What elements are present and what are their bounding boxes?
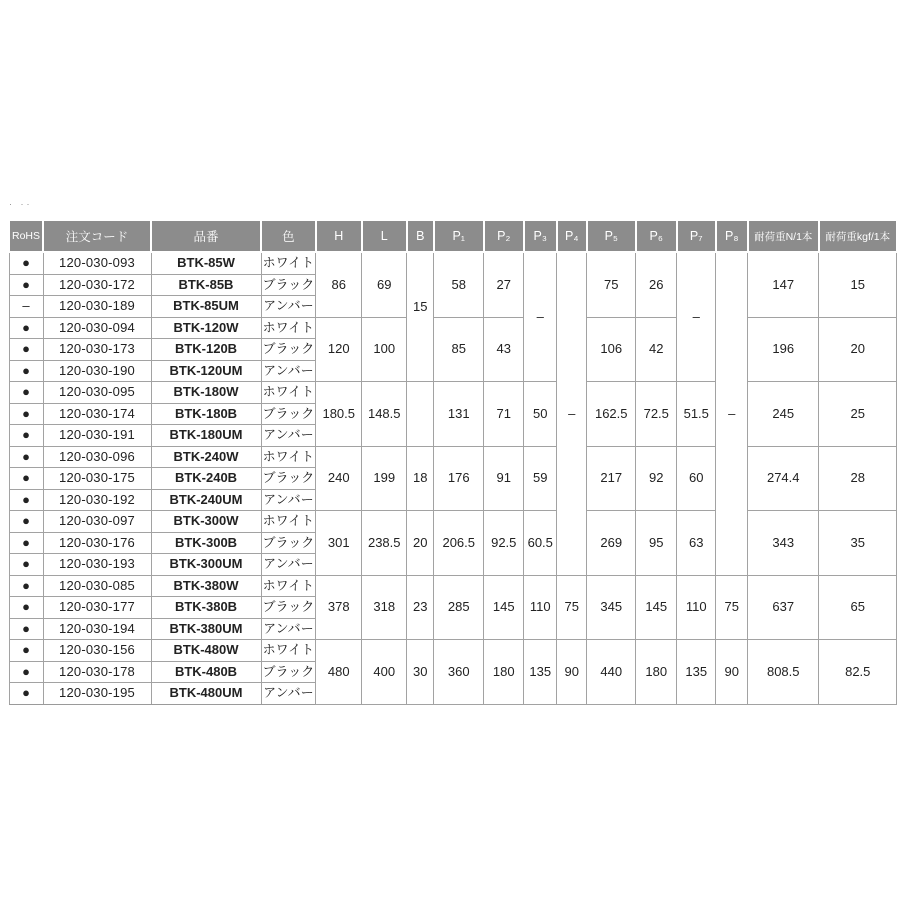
dim-b-cell <box>407 382 434 447</box>
color-cell: ブラック <box>261 532 316 554</box>
rohs-cell: – <box>9 296 43 318</box>
load-n-cell: 274.4 <box>748 446 819 511</box>
order-code-cell: 120-030-175 <box>43 468 151 490</box>
dim-p3-merged-cell: – <box>524 252 557 382</box>
part-number-link[interactable]: BTK-85B <box>151 274 261 296</box>
col-header-load-n: 耐荷重N/1本 <box>748 220 819 252</box>
dim-p6-cell: 180 <box>636 640 677 705</box>
col-header-part-no: 品番 <box>151 220 261 252</box>
rohs-cell: ● <box>9 446 43 468</box>
order-code-cell: 120-030-156 <box>43 640 151 662</box>
dim-p6-cell: 92 <box>636 446 677 511</box>
dim-p1-cell: 285 <box>434 575 484 640</box>
color-cell: ホワイト <box>261 382 316 404</box>
rohs-cell: ● <box>9 382 43 404</box>
dim-h-cell: 378 <box>316 575 362 640</box>
dim-p7-cell: 51.5 <box>677 382 716 447</box>
dim-p7-merged-cell: – <box>677 252 716 382</box>
order-code-cell: 120-030-176 <box>43 532 151 554</box>
dim-p8-cell: 75 <box>716 575 748 640</box>
order-code-cell: 120-030-192 <box>43 489 151 511</box>
part-number-link[interactable]: BTK-180B <box>151 403 261 425</box>
dim-p4-cell: 75 <box>557 575 587 640</box>
order-code-cell: 120-030-172 <box>43 274 151 296</box>
rohs-cell: ● <box>9 532 43 554</box>
col-header-l: L <box>362 220 407 252</box>
order-code-cell: 120-030-094 <box>43 317 151 339</box>
dim-p5-cell: 440 <box>587 640 636 705</box>
load-n-cell: 147 <box>748 252 819 317</box>
color-cell: ホワイト <box>261 252 316 274</box>
table-row <box>9 252 897 274</box>
dim-p7-cell: 110 <box>677 575 716 640</box>
table-row <box>9 640 897 662</box>
color-cell: ホワイト <box>261 446 316 468</box>
rohs-cell: ● <box>9 468 43 490</box>
load-n-cell: 343 <box>748 511 819 576</box>
dim-p1-cell: 176 <box>434 446 484 511</box>
color-cell: ブラック <box>261 274 316 296</box>
color-cell: アンバー <box>261 296 316 318</box>
col-header-p8: P₈ <box>716 220 748 252</box>
col-header-p2: P₂ <box>484 220 524 252</box>
dim-p3-cell: 135 <box>524 640 557 705</box>
dim-b-merged-cell: 15 <box>407 252 434 382</box>
rohs-cell: ● <box>9 403 43 425</box>
color-cell: ブラック <box>261 468 316 490</box>
col-header-order-code: 注文コード <box>43 220 151 252</box>
dim-p2-cell: 71 <box>484 382 524 447</box>
color-cell: アンバー <box>261 554 316 576</box>
col-header-color: 色 <box>261 220 316 252</box>
table-row <box>9 575 897 597</box>
rohs-cell: ● <box>9 274 43 296</box>
dim-b-cell: 18 <box>407 446 434 511</box>
corner-marks: · ·· <box>9 199 33 209</box>
dim-p8-cell: 90 <box>716 640 748 705</box>
order-code-cell: 120-030-177 <box>43 597 151 619</box>
dim-h-cell: 240 <box>316 446 362 511</box>
col-header-p3: P₃ <box>524 220 557 252</box>
rohs-cell: ● <box>9 683 43 705</box>
dim-p2-cell: 92.5 <box>484 511 524 576</box>
part-number-link[interactable]: BTK-240UM <box>151 489 261 511</box>
col-header-p6: P₆ <box>636 220 677 252</box>
dim-p3-cell: 59 <box>524 446 557 511</box>
dim-h-cell: 301 <box>316 511 362 576</box>
load-n-cell: 196 <box>748 317 819 382</box>
load-kgf-cell: 28 <box>819 446 897 511</box>
dim-p6-cell: 95 <box>636 511 677 576</box>
load-kgf-cell: 35 <box>819 511 897 576</box>
color-cell: ブラック <box>261 661 316 683</box>
part-number-link[interactable]: BTK-300UM <box>151 554 261 576</box>
dim-p3-cell: 50 <box>524 382 557 447</box>
order-code-cell: 120-030-195 <box>43 683 151 705</box>
color-cell: ホワイト <box>261 575 316 597</box>
rohs-cell: ● <box>9 425 43 447</box>
color-cell: ホワイト <box>261 511 316 533</box>
dim-p1-cell: 58 <box>434 252 484 317</box>
dim-b-cell: 23 <box>407 575 434 640</box>
dim-p5-cell: 345 <box>587 575 636 640</box>
col-header-p4: P₄ <box>557 220 587 252</box>
part-number-link[interactable]: BTK-180UM <box>151 425 261 447</box>
order-code-cell: 120-030-173 <box>43 339 151 361</box>
col-header-b: B <box>407 220 434 252</box>
color-cell: ブラック <box>261 597 316 619</box>
part-number-link[interactable]: BTK-480UM <box>151 683 261 705</box>
color-cell: アンバー <box>261 618 316 640</box>
dim-p1-cell: 131 <box>434 382 484 447</box>
load-n-cell: 245 <box>748 382 819 447</box>
dim-p7-cell: 135 <box>677 640 716 705</box>
dim-l-cell: 199 <box>362 446 407 511</box>
dim-p2-cell: 180 <box>484 640 524 705</box>
dim-p6-cell: 145 <box>636 575 677 640</box>
color-cell: アンバー <box>261 360 316 382</box>
dim-p7-cell: 60 <box>677 446 716 511</box>
part-number-link[interactable]: BTK-180W <box>151 382 261 404</box>
col-header-h: H <box>316 220 362 252</box>
rohs-cell: ● <box>9 640 43 662</box>
rohs-cell: ● <box>9 597 43 619</box>
color-cell: ホワイト <box>261 640 316 662</box>
dim-l-cell: 100 <box>362 317 407 382</box>
table-row <box>9 382 897 404</box>
dim-p5-cell: 269 <box>587 511 636 576</box>
dim-p1-cell: 360 <box>434 640 484 705</box>
dim-b-cell: 20 <box>407 511 434 576</box>
order-code-cell: 120-030-085 <box>43 575 151 597</box>
dim-p6-cell: 72.5 <box>636 382 677 447</box>
table-row <box>9 446 897 468</box>
rohs-cell: ● <box>9 618 43 640</box>
dim-p3-cell: 60.5 <box>524 511 557 576</box>
dim-l-cell: 318 <box>362 575 407 640</box>
dim-p5-cell: 106 <box>587 317 636 382</box>
dim-h-cell: 180.5 <box>316 382 362 447</box>
dim-p2-cell: 145 <box>484 575 524 640</box>
load-n-cell: 808.5 <box>748 640 819 705</box>
load-kgf-cell: 82.5 <box>819 640 897 705</box>
part-number-link[interactable]: BTK-380B <box>151 597 261 619</box>
dim-p6-cell: 26 <box>636 252 677 317</box>
part-number-link[interactable]: BTK-85W <box>151 252 261 274</box>
dim-p1-cell: 85 <box>434 317 484 382</box>
dim-p8-merged-cell: – <box>716 252 748 575</box>
dim-h-cell: 120 <box>316 317 362 382</box>
rohs-cell: ● <box>9 360 43 382</box>
part-number-link[interactable]: BTK-240W <box>151 446 261 468</box>
rohs-cell: ● <box>9 252 43 274</box>
part-number-link[interactable]: BTK-300B <box>151 532 261 554</box>
part-number-link[interactable]: BTK-480W <box>151 640 261 662</box>
rohs-cell: ● <box>9 661 43 683</box>
dim-b-cell: 30 <box>407 640 434 705</box>
dim-l-cell: 69 <box>362 252 407 317</box>
color-cell: アンバー <box>261 489 316 511</box>
dim-p2-cell: 91 <box>484 446 524 511</box>
rohs-cell: ● <box>9 489 43 511</box>
order-code-cell: 120-030-097 <box>43 511 151 533</box>
col-header-p7: P₇ <box>677 220 716 252</box>
spec-table <box>8 219 898 705</box>
dim-p4-cell: 90 <box>557 640 587 705</box>
dim-h-cell: 86 <box>316 252 362 317</box>
load-kgf-cell: 20 <box>819 317 897 382</box>
dim-h-cell: 480 <box>316 640 362 705</box>
dim-p5-cell: 217 <box>587 446 636 511</box>
part-number-link[interactable]: BTK-120W <box>151 317 261 339</box>
dim-p1-cell: 206.5 <box>434 511 484 576</box>
col-header-rohs: RoHS <box>9 220 43 252</box>
col-header-p1: P₁ <box>434 220 484 252</box>
order-code-cell: 120-030-174 <box>43 403 151 425</box>
load-kgf-cell: 25 <box>819 382 897 447</box>
part-number-link[interactable]: BTK-380UM <box>151 618 261 640</box>
rohs-cell: ● <box>9 575 43 597</box>
color-cell: アンバー <box>261 683 316 705</box>
dim-p3-cell: 110 <box>524 575 557 640</box>
dim-p5-cell: 162.5 <box>587 382 636 447</box>
part-number-link[interactable]: BTK-380W <box>151 575 261 597</box>
rohs-cell: ● <box>9 339 43 361</box>
part-number-link[interactable]: BTK-85UM <box>151 296 261 318</box>
table-row <box>9 317 897 339</box>
color-cell: アンバー <box>261 425 316 447</box>
color-cell: ブラック <box>261 339 316 361</box>
order-code-cell: 120-030-191 <box>43 425 151 447</box>
color-cell: ブラック <box>261 403 316 425</box>
part-number-link[interactable]: BTK-120UM <box>151 360 261 382</box>
dim-l-cell: 400 <box>362 640 407 705</box>
order-code-cell: 120-030-194 <box>43 618 151 640</box>
rohs-cell: ● <box>9 554 43 576</box>
order-code-cell: 120-030-178 <box>43 661 151 683</box>
part-number-link[interactable]: BTK-480B <box>151 661 261 683</box>
col-header-p5: P₅ <box>587 220 636 252</box>
dim-l-cell: 148.5 <box>362 382 407 447</box>
dim-p5-cell: 75 <box>587 252 636 317</box>
part-number-link[interactable]: BTK-300W <box>151 511 261 533</box>
order-code-cell: 120-030-193 <box>43 554 151 576</box>
load-kgf-cell: 65 <box>819 575 897 640</box>
order-code-cell: 120-030-093 <box>43 252 151 274</box>
rohs-cell: ● <box>9 317 43 339</box>
order-code-cell: 120-030-095 <box>43 382 151 404</box>
color-cell: ホワイト <box>261 317 316 339</box>
dim-l-cell: 238.5 <box>362 511 407 576</box>
dim-p2-cell: 43 <box>484 317 524 382</box>
dim-p2-cell: 27 <box>484 252 524 317</box>
dim-p6-cell: 42 <box>636 317 677 382</box>
dim-p7-cell: 63 <box>677 511 716 576</box>
col-header-load-kgf: 耐荷重kgf/1本 <box>819 220 897 252</box>
table-row <box>9 511 897 533</box>
order-code-cell: 120-030-189 <box>43 296 151 318</box>
load-kgf-cell: 15 <box>819 252 897 317</box>
table-header <box>9 220 897 252</box>
load-n-cell: 637 <box>748 575 819 640</box>
dim-p4-merged-cell: – <box>557 252 587 575</box>
order-code-cell: 120-030-190 <box>43 360 151 382</box>
order-code-cell: 120-030-096 <box>43 446 151 468</box>
part-number-link[interactable]: BTK-240B <box>151 468 261 490</box>
rohs-cell: ● <box>9 511 43 533</box>
part-number-link[interactable]: BTK-120B <box>151 339 261 361</box>
